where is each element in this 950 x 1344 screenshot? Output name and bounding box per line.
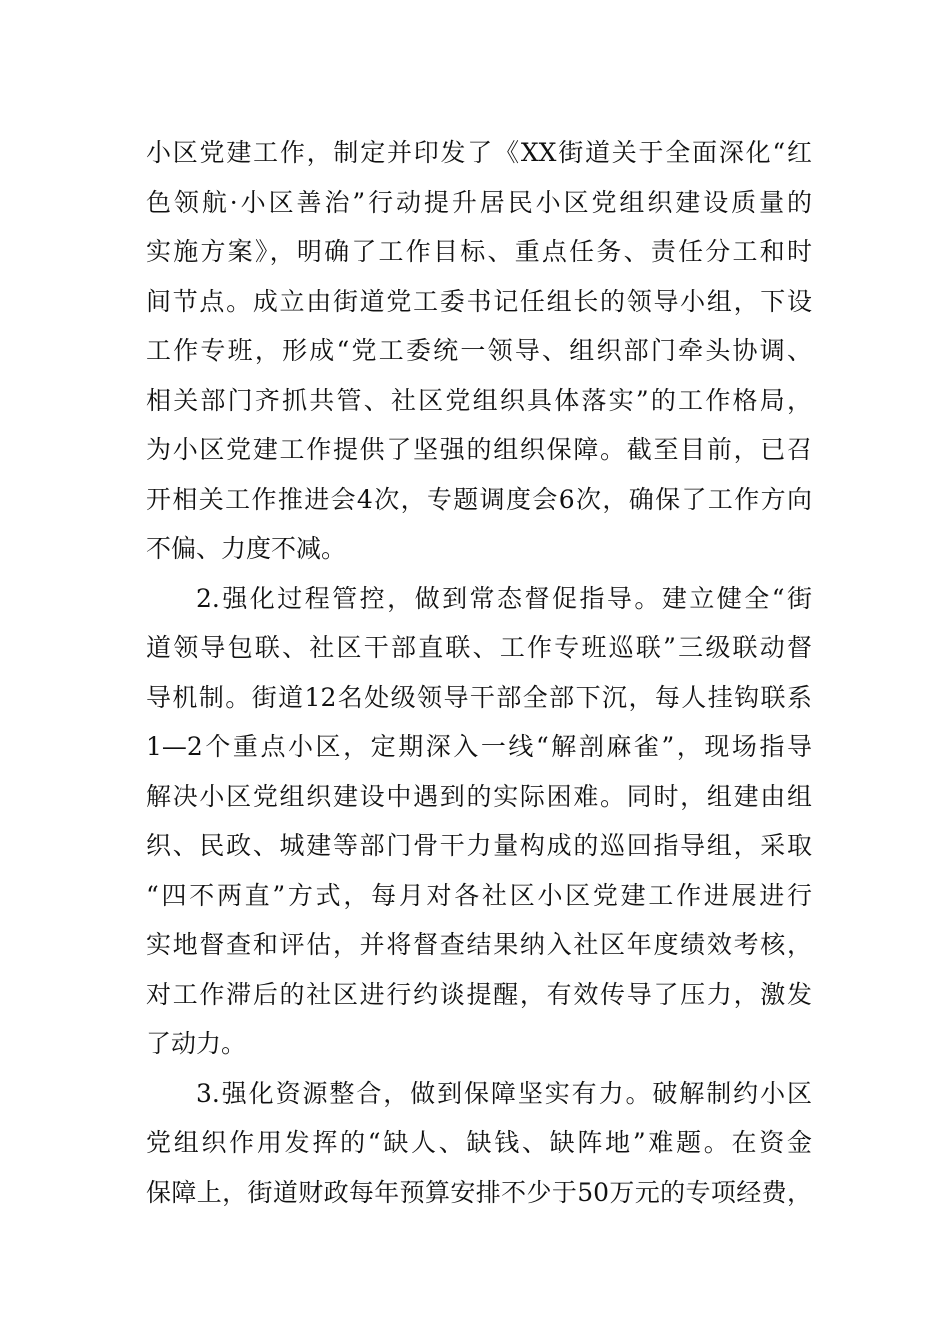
text-line: 解决小区党组织建设中遇到的实际困难。同时，组建由组 bbox=[146, 781, 812, 811]
text-line: 织、民政、城建等部门骨干力量构成的巡回指导组，采取 bbox=[146, 831, 812, 860]
text-line: 1—2个重点小区，定期深入一线“解剖麻雀”，现场指导 bbox=[146, 732, 812, 761]
text-line: 实地督查和评估，并将督查结果纳入社区年度绩效考核， bbox=[146, 930, 812, 959]
text-line: 间节点。成立由街道党工委书记任组长的领导小组，下设 bbox=[146, 286, 812, 316]
text-line: 为小区党建工作提供了坚强的组织保障。截至目前，已召 bbox=[146, 435, 812, 464]
text-line: 小区党建工作，制定并印发了《XX街道关于全面深化“红 bbox=[146, 138, 812, 167]
text-line: 实施方案》，明确了工作目标、重点任务、责任分工和时 bbox=[146, 237, 812, 266]
text-line: “四不两直”方式，每月对各社区小区党建工作进展进行 bbox=[146, 880, 812, 910]
text-line: 了动力。 bbox=[146, 1029, 247, 1058]
text-line: 相关部门齐抓共管、社区党组织具体落实”的工作格局， bbox=[146, 385, 812, 415]
text-line: 道领导包联、社区干部直联、工作专班巡联”三级联动督 bbox=[146, 633, 812, 662]
text-line: 色领航·小区善治”行动提升居民小区党组织建设质量的 bbox=[146, 187, 812, 217]
text-line: 导机制。街道12名处级领导干部全部下沉，每人挂钩联系 bbox=[146, 682, 812, 712]
text-line: 工作专班，形成“党工委统一领导、组织部门牵头协调、 bbox=[146, 336, 812, 365]
text-line: 保障上，街道财政每年预算安排不少于50万元的专项经费， bbox=[146, 1177, 812, 1207]
paragraph-3-first-line: 3.强化资源整合，做到保障坚实有力。破解制约小区 bbox=[196, 1078, 812, 1108]
text-line: 党组织作用发挥的“缺人、缺钱、缺阵地”难题。在资金 bbox=[146, 1128, 812, 1157]
body-text bbox=[146, 128, 812, 1217]
text-line: 开相关工作推进会4次，专题调度会6次，确保了工作方向 bbox=[146, 484, 812, 514]
text-line: 不偏、力度不减。 bbox=[146, 534, 347, 563]
paragraph-2-first-line: 2.强化过程管控，做到常态督促指导。建立健全“街 bbox=[196, 583, 812, 613]
text-line: 对工作滞后的社区进行约谈提醒，有效传导了压力，激发 bbox=[146, 979, 812, 1009]
